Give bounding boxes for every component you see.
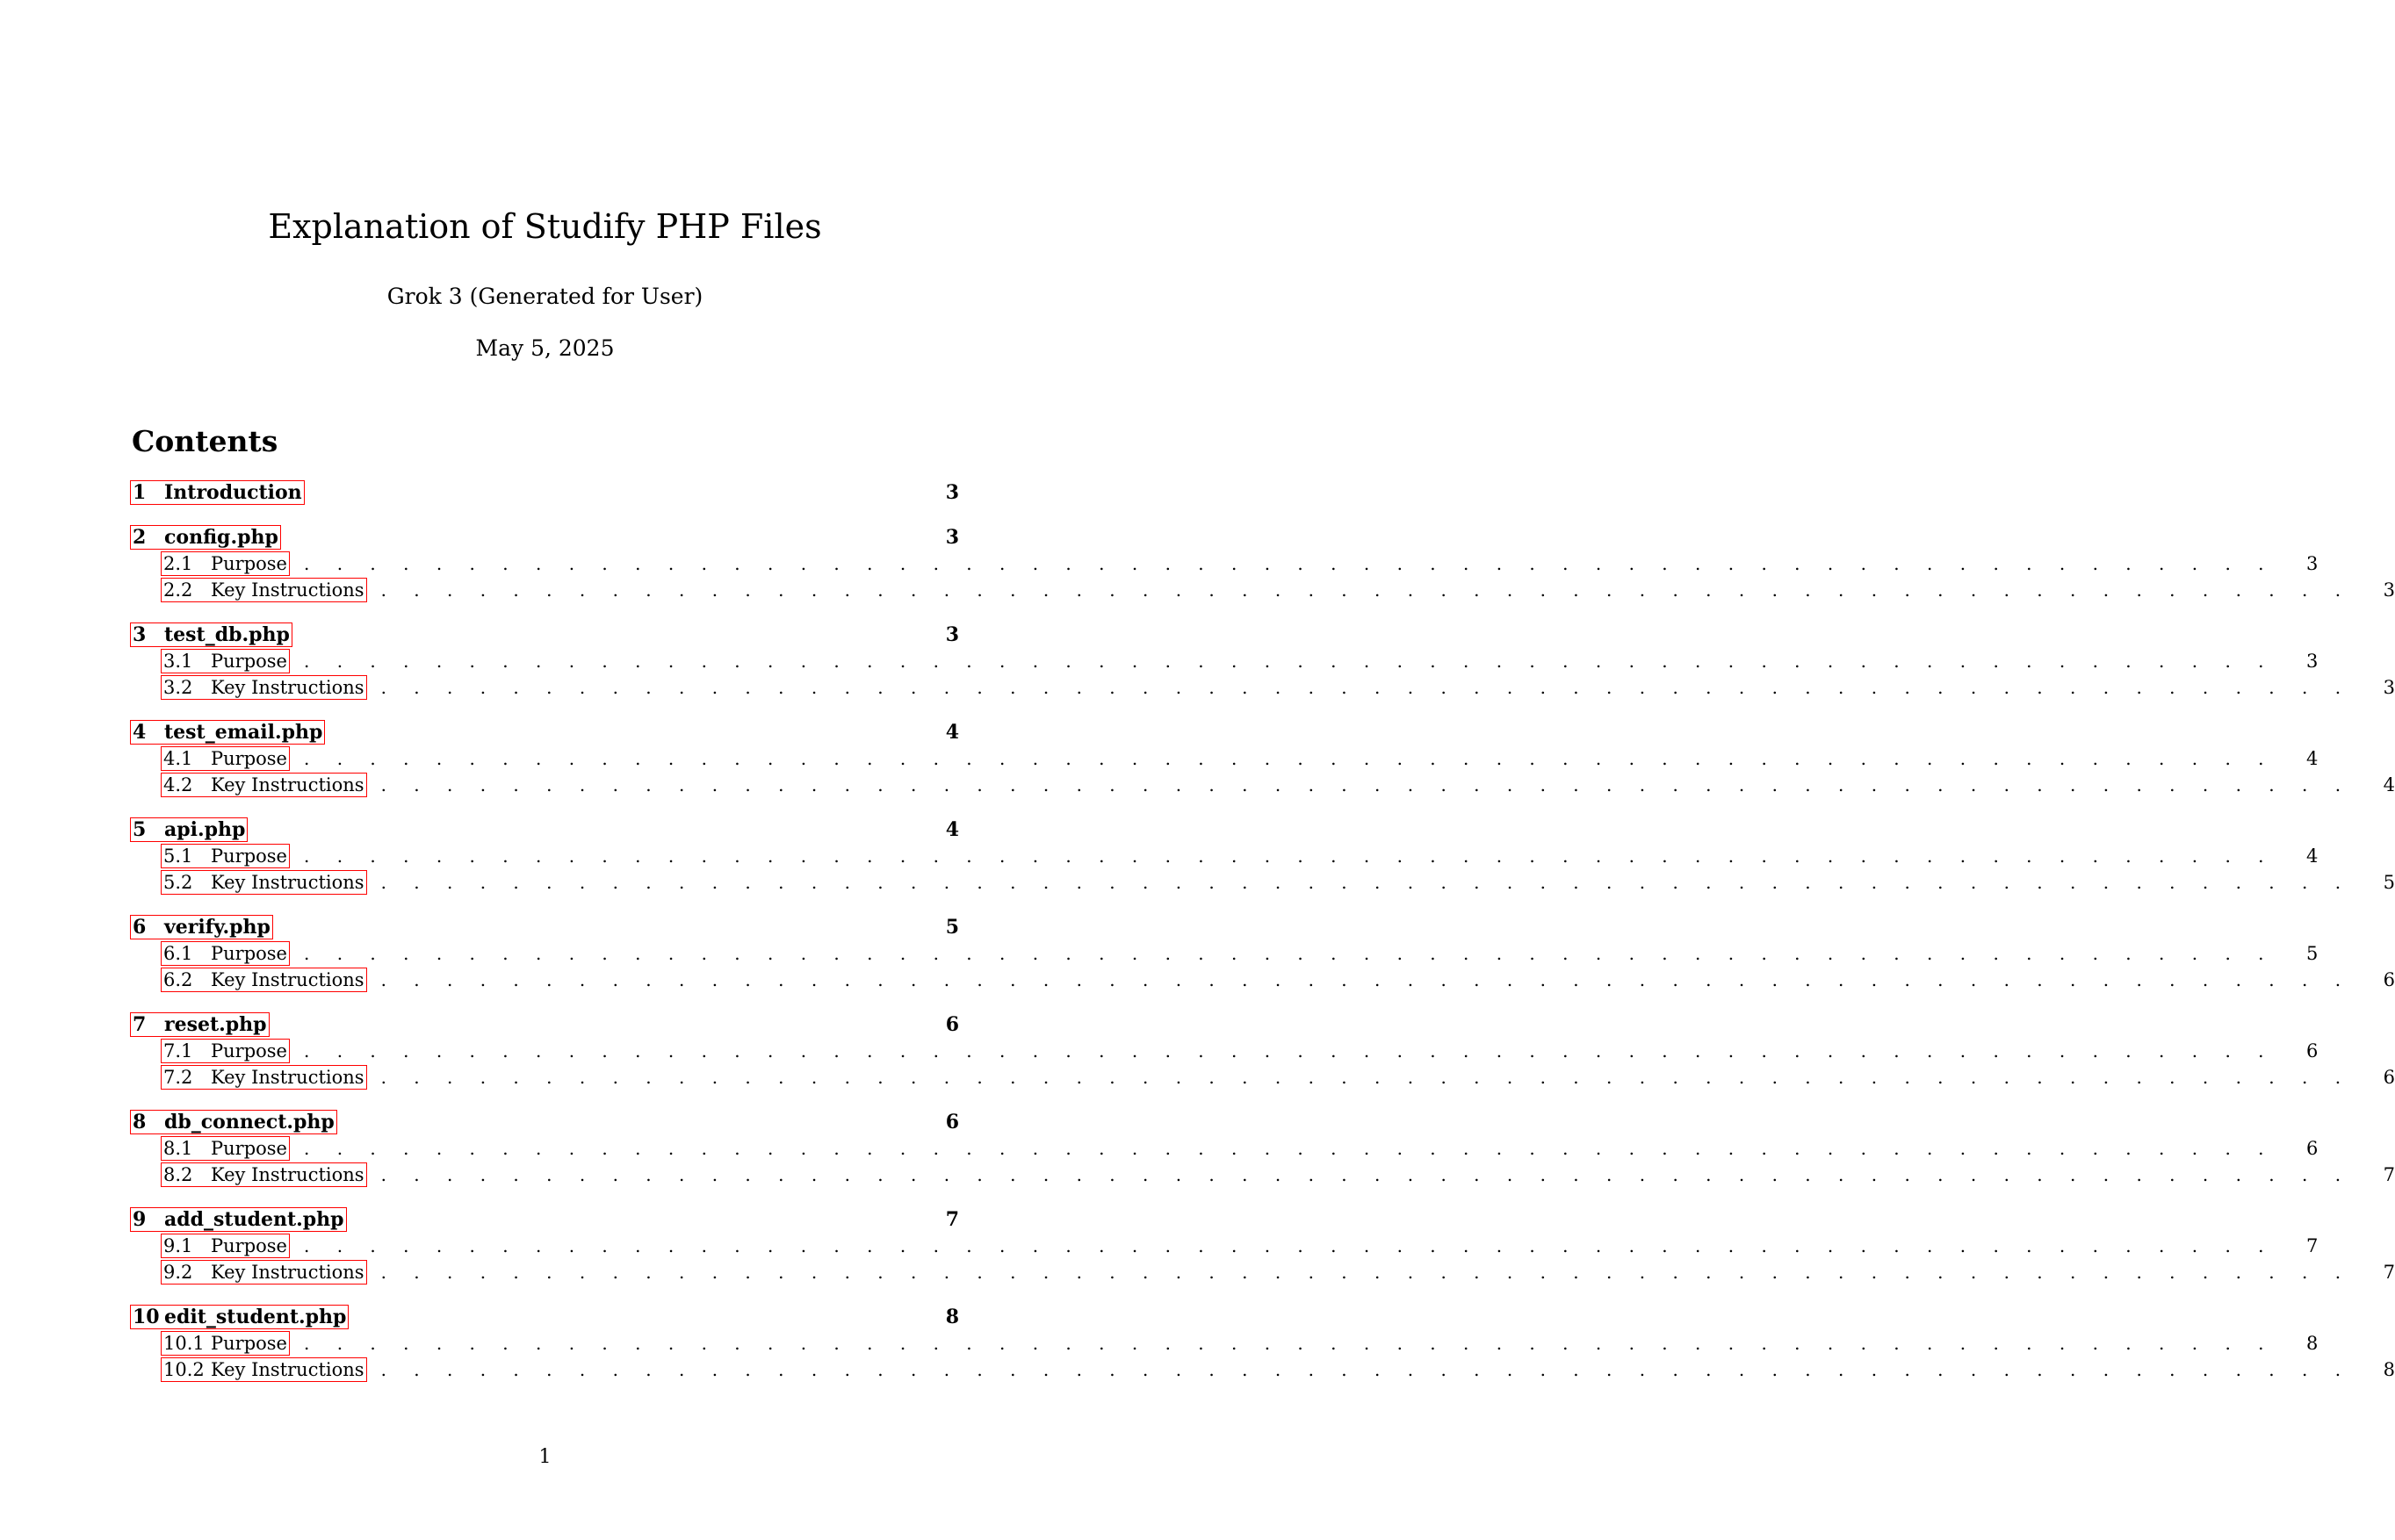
toc-section xyxy=(130,719,2395,798)
toc-subsection-label: Purpose xyxy=(211,1138,287,1159)
toc-subsection-row xyxy=(130,869,2395,896)
toc-leader-dots: . . . . . . . . . . . . . . . . . . . . . . . . . . . . . . . . . . . . . . . . . . . . . . . . . . . . . . . . . . . . xyxy=(303,846,2276,867)
toc-leader-dots: . . . . . . . . . . . . . . . . . . . . . . . . . . . . . . . . . . . . . . . . . . . . . . . . . . . . . . . . . . . . xyxy=(380,774,2352,795)
toc-section xyxy=(130,1304,2395,1383)
toc-subsection-page: 8 xyxy=(2383,1359,2395,1380)
toc-section-row xyxy=(130,622,959,648)
document-date: May 5, 2025 xyxy=(475,335,615,361)
toc-section-row xyxy=(130,1304,959,1330)
toc-subsection-row xyxy=(130,1233,2319,1259)
toc-subsection-link[interactable] xyxy=(161,675,367,700)
toc-section-label: api.php xyxy=(164,818,246,841)
toc-section-label: db_connect.php xyxy=(164,1111,335,1133)
toc-subsection-label: Purpose xyxy=(211,943,287,964)
toc-subsection-page: 6 xyxy=(2383,969,2395,990)
toc-subsection-link[interactable] xyxy=(161,870,367,895)
toc-section-row xyxy=(130,719,959,745)
toc-subsection-number: 3.2 xyxy=(163,677,193,698)
toc-section-row xyxy=(130,914,959,940)
toc-section-number: 9 xyxy=(133,1208,147,1231)
toc-subsection-number: 6.2 xyxy=(163,969,193,990)
toc-section-link[interactable] xyxy=(130,1110,337,1134)
toc-section-number: 5 xyxy=(133,818,147,841)
toc-subsection-number: 9.2 xyxy=(163,1262,193,1283)
toc-leader-dots: . . . . . . . . . . . . . . . . . . . . . . . . . . . . . . . . . . . . . . . . . . . . . . . . . . . . . . . . . . . . xyxy=(303,943,2276,964)
table-of-contents xyxy=(130,479,2395,1401)
contents-heading: Contents xyxy=(132,424,278,458)
toc-subsection-link[interactable] xyxy=(161,773,367,797)
toc-subsection-label: Purpose xyxy=(211,846,287,867)
toc-subsection-link[interactable] xyxy=(161,1136,290,1161)
toc-subsection-number: 10.1 xyxy=(163,1333,205,1354)
toc-leader-dots: . . . . . . . . . . . . . . . . . . . . . . . . . . . . . . . . . . . . . . . . . . . . . . . . . . . . . . . . . . . . xyxy=(380,872,2352,893)
toc-subsection-page: 6 xyxy=(2306,1040,2319,1061)
toc-subsection-row xyxy=(130,772,2395,798)
toc-leader-dots: . . . . . . . . . . . . . . . . . . . . . . . . . . . . . . . . . . . . . . . . . . . . . . . . . . . . . . . . . . . . xyxy=(380,1359,2352,1380)
toc-subsection-link[interactable] xyxy=(161,578,367,602)
toc-section-label: test_email.php xyxy=(164,721,323,744)
toc-leader-dots: . . . . . . . . . . . . . . . . . . . . . . . . . . . . . . . . . . . . . . . . . . . . . . . . . . . . . . . . . . . . xyxy=(380,677,2352,698)
toc-section-row xyxy=(130,1206,959,1233)
toc-subsection-link[interactable] xyxy=(161,551,290,576)
toc-section-page: 6 xyxy=(945,1111,959,1133)
toc-subsection-row xyxy=(130,1064,2395,1090)
toc-subsection-label: Key Instructions xyxy=(211,677,364,698)
toc-subsection-link[interactable] xyxy=(161,968,367,992)
toc-subsection-label: Key Instructions xyxy=(211,969,364,990)
toc-subsection-label: Purpose xyxy=(211,1333,287,1354)
toc-subsection-number: 4.1 xyxy=(163,748,193,769)
toc-leader-dots: . . . . . . . . . . . . . . . . . . . . . . . . . . . . . . . . . . . . . . . . . . . . . . . . . . . . . . . . . . . . xyxy=(303,748,2276,769)
toc-section-number: 1 xyxy=(133,481,147,504)
toc-section-label: add_student.php xyxy=(164,1208,344,1231)
toc-subsection-row xyxy=(130,1259,2395,1285)
toc-leader-dots: . . . . . . . . . . . . . . . . . . . . . . . . . . . . . . . . . . . . . . . . . . . . . . . . . . . . . . . . . . . . xyxy=(303,1040,2276,1061)
toc-subsection-row xyxy=(130,967,2395,993)
toc-section-row xyxy=(130,817,959,843)
toc-subsection-number: 8.2 xyxy=(163,1164,193,1185)
toc-section-number: 7 xyxy=(133,1013,147,1036)
toc-subsection-row xyxy=(130,745,2319,772)
toc-section-page: 6 xyxy=(945,1013,959,1036)
toc-subsection-row xyxy=(130,1330,2319,1356)
toc-leader-dots: . . . . . . . . . . . . . . . . . . . . . . . . . . . . . . . . . . . . . . . . . . . . . . . . . . . . . . . . . . . . xyxy=(380,969,2352,990)
toc-leader-dots: . . . . . . . . . . . . . . . . . . . . . . . . . . . . . . . . . . . . . . . . . . . . . . . . . . . . . . . . . . . . xyxy=(380,1262,2352,1283)
toc-subsection-link[interactable] xyxy=(161,1331,290,1356)
toc-section-link[interactable] xyxy=(130,525,281,550)
toc-subsection-page: 7 xyxy=(2306,1235,2319,1256)
toc-subsection-row xyxy=(130,551,2319,577)
toc-subsection-row xyxy=(130,1135,2319,1162)
toc-subsection-link[interactable] xyxy=(161,649,290,673)
toc-subsection-page: 8 xyxy=(2306,1333,2319,1354)
toc-section-page: 7 xyxy=(945,1208,959,1231)
toc-subsection-page: 3 xyxy=(2306,651,2319,672)
toc-section-label: edit_student.php xyxy=(164,1306,347,1328)
toc-subsection-page: 5 xyxy=(2306,943,2319,964)
toc-section-row xyxy=(130,479,959,506)
toc-subsection-page: 5 xyxy=(2383,872,2395,893)
toc-subsection-row xyxy=(130,1038,2319,1064)
toc-subsection-label: Purpose xyxy=(211,1040,287,1061)
toc-subsection-number: 8.1 xyxy=(163,1138,193,1159)
toc-leader-dots: . . . . . . . . . . . . . . . . . . . . . . . . . . . . . . . . . . . . . . . . . . . . . . . . . . . . . . . . . . . . xyxy=(380,1067,2352,1088)
toc-leader-dots: . . . . . . . . . . . . . . . . . . . . . . . . . . . . . . . . . . . . . . . . . . . . . . . . . . . . . . . . . . . . xyxy=(303,651,2276,672)
toc-subsection-link[interactable] xyxy=(161,844,290,868)
toc-subsection-link[interactable] xyxy=(161,1065,367,1090)
page-number: 1 xyxy=(538,1446,552,1468)
toc-subsection-page: 4 xyxy=(2306,846,2319,867)
toc-subsection-number: 2.2 xyxy=(163,579,193,601)
toc-subsection-number: 7.2 xyxy=(163,1067,193,1088)
toc-subsection-page: 6 xyxy=(2383,1067,2395,1088)
toc-leader-dots: . . . . . . . . . . . . . . . . . . . . . . . . . . . . . . . . . . . . . . . . . . . . . . . . . . . . . . . . . . . . xyxy=(303,1333,2276,1354)
toc-section-page: 3 xyxy=(945,526,959,549)
toc-section-link[interactable] xyxy=(130,720,325,745)
toc-section-row xyxy=(130,524,959,551)
toc-subsection-page: 3 xyxy=(2306,553,2319,574)
toc-subsection-number: 3.1 xyxy=(163,651,193,672)
toc-section xyxy=(130,524,2395,603)
toc-subsection-row xyxy=(130,1162,2395,1188)
toc-subsection-page: 4 xyxy=(2306,748,2319,769)
toc-section-link[interactable] xyxy=(130,1305,349,1329)
toc-subsection-row xyxy=(130,577,2395,603)
toc-leader-dots: . . . . . . . . . . . . . . . . . . . . . . . . . . . . . . . . . . . . . . . . . . . . . . . . . . . . . . . . . . . . xyxy=(303,1235,2276,1256)
toc-leader-dots: . . . . . . . . . . . . . . . . . . . . . . . . . . . . . . . . . . . . . . . . . . . . . . . . . . . . . . . . . . . . xyxy=(380,579,2352,601)
toc-section-label: test_db.php xyxy=(164,623,290,646)
toc-section-row xyxy=(130,1011,959,1038)
toc-leader-dots: . . . . . . . . . . . . . . . . . . . . . . . . . . . . . . . . . . . . . . . . . . . . . . . . . . . . . . . . . . . . xyxy=(303,553,2276,574)
toc-subsection-number: 4.2 xyxy=(163,774,193,795)
toc-subsection-link[interactable] xyxy=(161,1260,367,1285)
toc-section xyxy=(130,914,2395,993)
toc-subsection-page: 3 xyxy=(2383,677,2395,698)
toc-subsection-link[interactable] xyxy=(161,1162,367,1187)
toc-subsection-label: Purpose xyxy=(211,748,287,769)
toc-subsection-label: Key Instructions xyxy=(211,1359,364,1380)
toc-section-page: 4 xyxy=(945,818,959,841)
toc-subsection-link[interactable] xyxy=(161,1039,290,1063)
toc-section xyxy=(130,1206,2395,1285)
toc-section-page: 3 xyxy=(945,481,959,504)
toc-subsection-page: 7 xyxy=(2383,1262,2395,1283)
toc-section-link[interactable] xyxy=(130,622,292,647)
toc-section-link[interactable] xyxy=(130,1012,270,1037)
toc-subsection-row xyxy=(130,648,2319,674)
toc-subsection-label: Purpose xyxy=(211,651,287,672)
toc-section-number: 4 xyxy=(133,721,147,744)
toc-subsection-number: 5.2 xyxy=(163,872,193,893)
toc-subsection-link[interactable] xyxy=(161,941,290,966)
toc-subsection-link[interactable] xyxy=(161,1234,290,1258)
toc-section-page: 3 xyxy=(945,623,959,646)
toc-subsection-label: Purpose xyxy=(211,553,287,574)
toc-subsection-number: 2.1 xyxy=(163,553,193,574)
toc-section-link[interactable] xyxy=(130,817,248,842)
toc-section xyxy=(130,1011,2395,1090)
toc-subsection-row xyxy=(130,1356,2395,1383)
toc-subsection-link[interactable] xyxy=(161,1357,367,1382)
document-title: Explanation of Studify PHP Files xyxy=(268,207,822,246)
toc-section-label: verify.php xyxy=(164,916,271,939)
toc-section-link[interactable] xyxy=(130,1207,347,1232)
toc-subsection-label: Key Instructions xyxy=(211,872,364,893)
toc-subsection-label: Key Instructions xyxy=(211,579,364,601)
toc-section-page: 4 xyxy=(945,721,959,744)
toc-section-number: 3 xyxy=(133,623,147,646)
toc-section xyxy=(130,479,959,506)
toc-section-label: Introduction xyxy=(164,481,302,504)
toc-subsection-number: 9.1 xyxy=(163,1235,193,1256)
toc-subsection-number: 6.1 xyxy=(163,943,193,964)
toc-subsection-row xyxy=(130,940,2319,967)
toc-subsection-label: Key Instructions xyxy=(211,1262,364,1283)
toc-section-link[interactable] xyxy=(130,480,305,505)
toc-subsection-page: 4 xyxy=(2383,774,2395,795)
toc-subsection-number: 7.1 xyxy=(163,1040,193,1061)
toc-section xyxy=(130,1109,2395,1188)
document-author: Grok 3 (Generated for User) xyxy=(386,284,703,309)
toc-subsection-link[interactable] xyxy=(161,746,290,771)
toc-subsection-label: Key Instructions xyxy=(211,1067,364,1088)
toc-leader-dots: . . . . . . . . . . . . . . . . . . . . . . . . . . . . . . . . . . . . . . . . . . . . . . . . . . . . . . . . . . . . xyxy=(303,1138,2276,1159)
toc-subsection-page: 7 xyxy=(2383,1164,2395,1185)
toc-leader-dots: . . . . . . . . . . . . . . . . . . . . . . . . . . . . . . . . . . . . . . . . . . . . . . . . . . . . . . . . . . . . xyxy=(380,1164,2352,1185)
toc-section-row xyxy=(130,1109,959,1135)
toc-section-link[interactable] xyxy=(130,915,273,939)
toc-subsection-page: 3 xyxy=(2383,579,2395,601)
toc-subsection-row xyxy=(130,674,2395,701)
toc-subsection-page: 6 xyxy=(2306,1138,2319,1159)
toc-section-number: 10 xyxy=(133,1306,160,1328)
toc-section xyxy=(130,622,2395,701)
toc-subsection-label: Key Instructions xyxy=(211,774,364,795)
toc-subsection-label: Purpose xyxy=(211,1235,287,1256)
toc-section-number: 8 xyxy=(133,1111,147,1133)
toc-section-page: 8 xyxy=(945,1306,959,1328)
toc-section-label: reset.php xyxy=(164,1013,267,1036)
toc-section-number: 6 xyxy=(133,916,147,939)
toc-subsection-label: Key Instructions xyxy=(211,1164,364,1185)
toc-section xyxy=(130,817,2395,896)
toc-subsection-row xyxy=(130,843,2319,869)
toc-subsection-number: 5.1 xyxy=(163,846,193,867)
toc-section-label: config.php xyxy=(164,526,278,549)
toc-section-page: 5 xyxy=(945,916,959,939)
toc-subsection-number: 10.2 xyxy=(163,1359,205,1380)
toc-section-number: 2 xyxy=(133,526,147,549)
